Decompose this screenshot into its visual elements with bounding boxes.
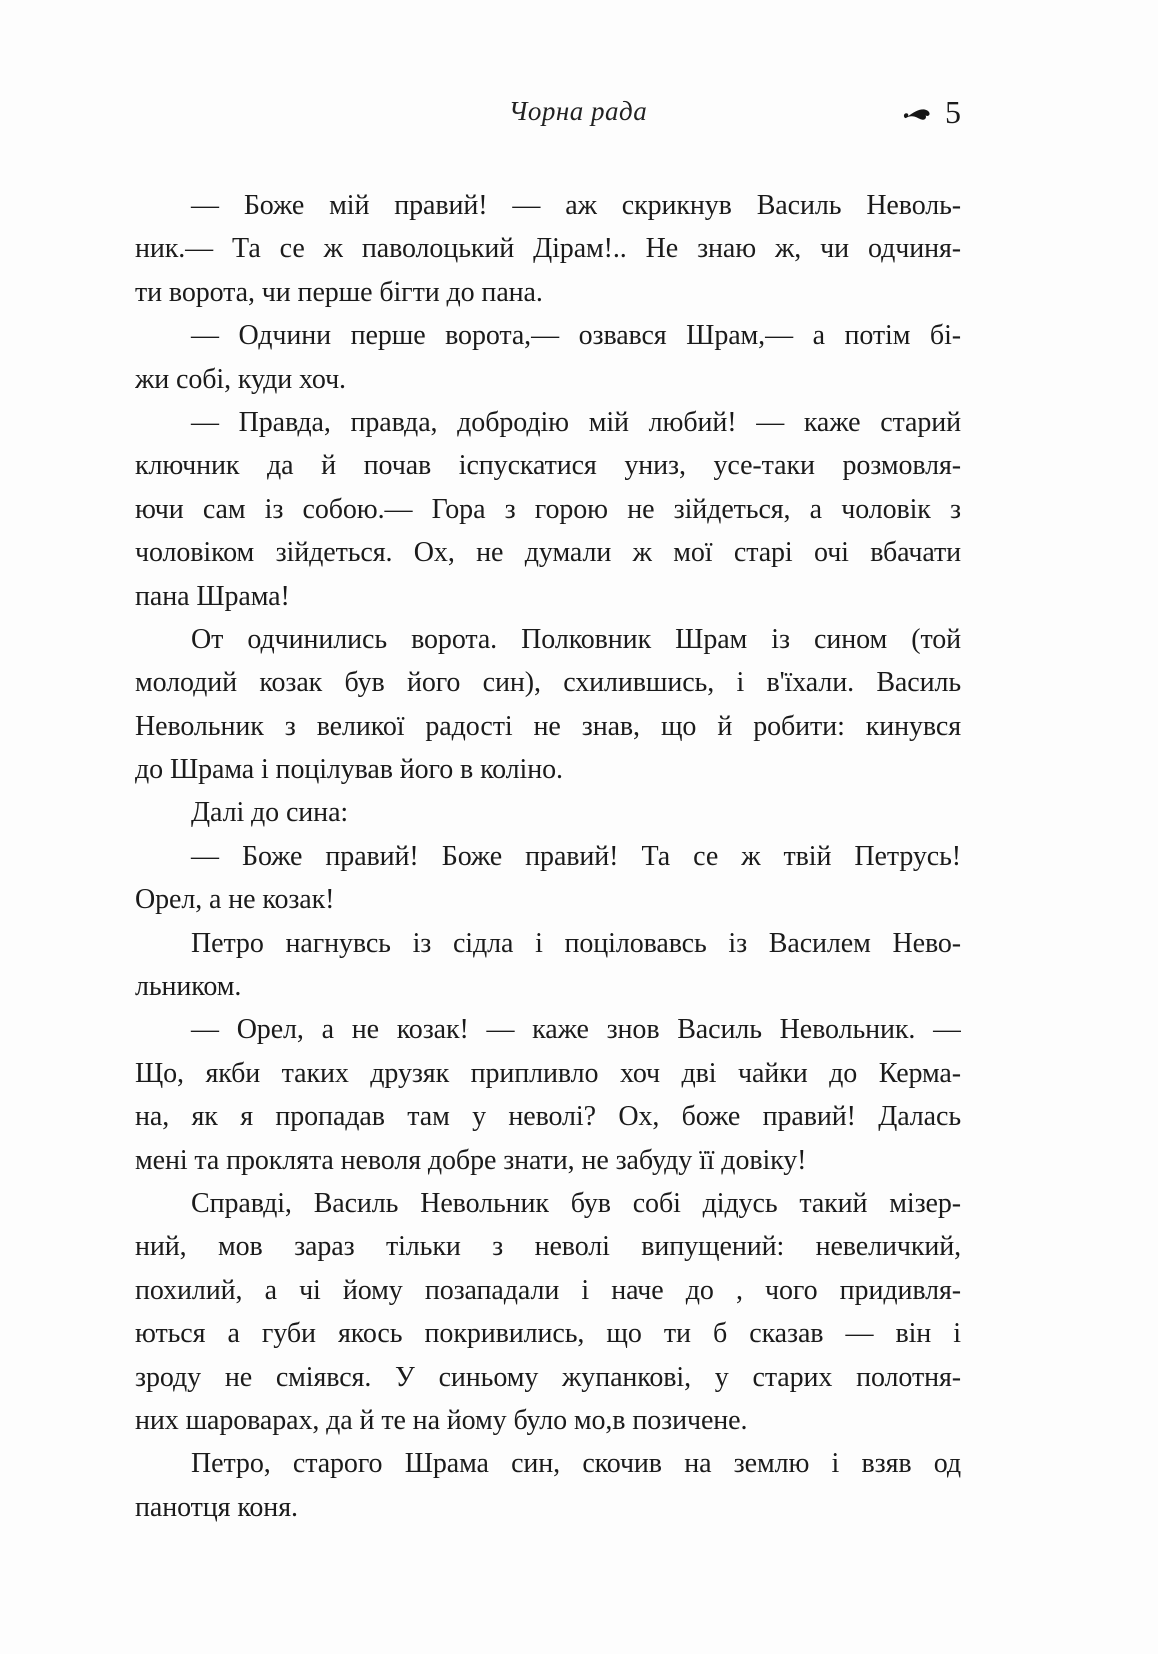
paragraph <box>135 1442 961 1529</box>
text-line: них шароварах, да й те на йому було мо,в позичене. <box>135 1404 748 1436</box>
paragraph <box>135 314 961 401</box>
paragraph <box>135 184 961 314</box>
body-text <box>135 184 961 1529</box>
text-line: — Боже мій правий! — аж скрикнув Василь Неволь- <box>191 190 961 221</box>
text-line: Що, якби таких друзяк припливло хоч дві чайки до Керма- <box>135 1057 961 1089</box>
text-line: Невольник з великої радості не знав, що й робити: кинувся <box>135 710 961 742</box>
paragraph <box>135 618 961 792</box>
text-line: ний, мов зараз тільки з неволі випущений: невеличкий, <box>135 1231 961 1263</box>
text-line: — Правда, правда, добродію мій любий! — каже старий <box>191 406 961 438</box>
text-line: ник.— Та се ж паволоцький Дірам!.. Не знаю ж, чи одчиня- <box>135 233 961 265</box>
text-line: на, як я пропадав там у неволі? Ох, боже правий! Далась <box>135 1101 961 1133</box>
text-line: ти ворота, чи перше бігти до пана. <box>135 276 543 308</box>
text-line: ключник да й почав іспускатися униз, усе-таки розмовля- <box>135 450 961 482</box>
text-line: мені та проклята неволя добре знати, не забуду її довіку! <box>135 1144 807 1176</box>
text-line: похилий, а чі йому позападали і наче до , чого придивля- <box>135 1274 961 1306</box>
text-line: ються а губи якось покривились, що ти б сказав — він і <box>135 1318 961 1350</box>
text-line: пана Шрама! <box>135 580 290 612</box>
fleuron-icon <box>903 104 933 129</box>
page-header <box>135 94 961 138</box>
text-line: чоловіком зійдеться. Ох, не думали ж мої старі очі вбачати <box>135 537 961 569</box>
text-line: ючи сам із собою.— Гора з горою не зійдеться, а чоловік з <box>135 493 961 525</box>
text-line: — Одчини перше ворота,— озвався Шрам,— а потім бі- <box>191 320 961 352</box>
text-line: — Боже правий! Боже правий! Та се ж твій Петрусь! <box>191 840 961 872</box>
text-line: панотця коня. <box>135 1491 298 1523</box>
text-line: От одчинились ворота. Полковник Шрам із сином (той <box>191 623 961 655</box>
text-line: зроду не сміявся. У синьому жупанкові, у старих полотня- <box>135 1361 961 1393</box>
paragraph <box>135 922 961 1009</box>
text-line: — Орел, а не козак! — каже знов Василь Невольник. — <box>191 1014 961 1046</box>
paragraph <box>135 1182 961 1442</box>
paragraph <box>135 835 961 922</box>
page-number: 5 <box>945 94 961 130</box>
text-line: молодий козак був його син), схилившись, і в'їхали. Василь <box>135 667 961 699</box>
text-line: жи собі, куди хоч. <box>135 363 346 395</box>
page-number-group <box>903 94 961 130</box>
text-line: Орел, а не козак! <box>135 884 335 916</box>
text-line: Далі до сина: <box>191 797 349 829</box>
text-line: Справді, Василь Невольник був собі дідусь такий мізер- <box>191 1187 961 1219</box>
paragraph <box>135 1008 961 1182</box>
text-line: Петро нагнувсь із сідла і поціловавсь із Василем Нево- <box>191 927 961 959</box>
text-line: Петро, старого Шрама син, скочив на землю і взяв од <box>191 1448 961 1480</box>
text-line: до Шрама і поцілував його в коліно. <box>135 754 563 786</box>
paragraph <box>135 401 961 618</box>
text-line: льником. <box>135 971 242 1003</box>
paragraph <box>135 791 961 834</box>
running-title: Чорна рада <box>508 96 648 126</box>
